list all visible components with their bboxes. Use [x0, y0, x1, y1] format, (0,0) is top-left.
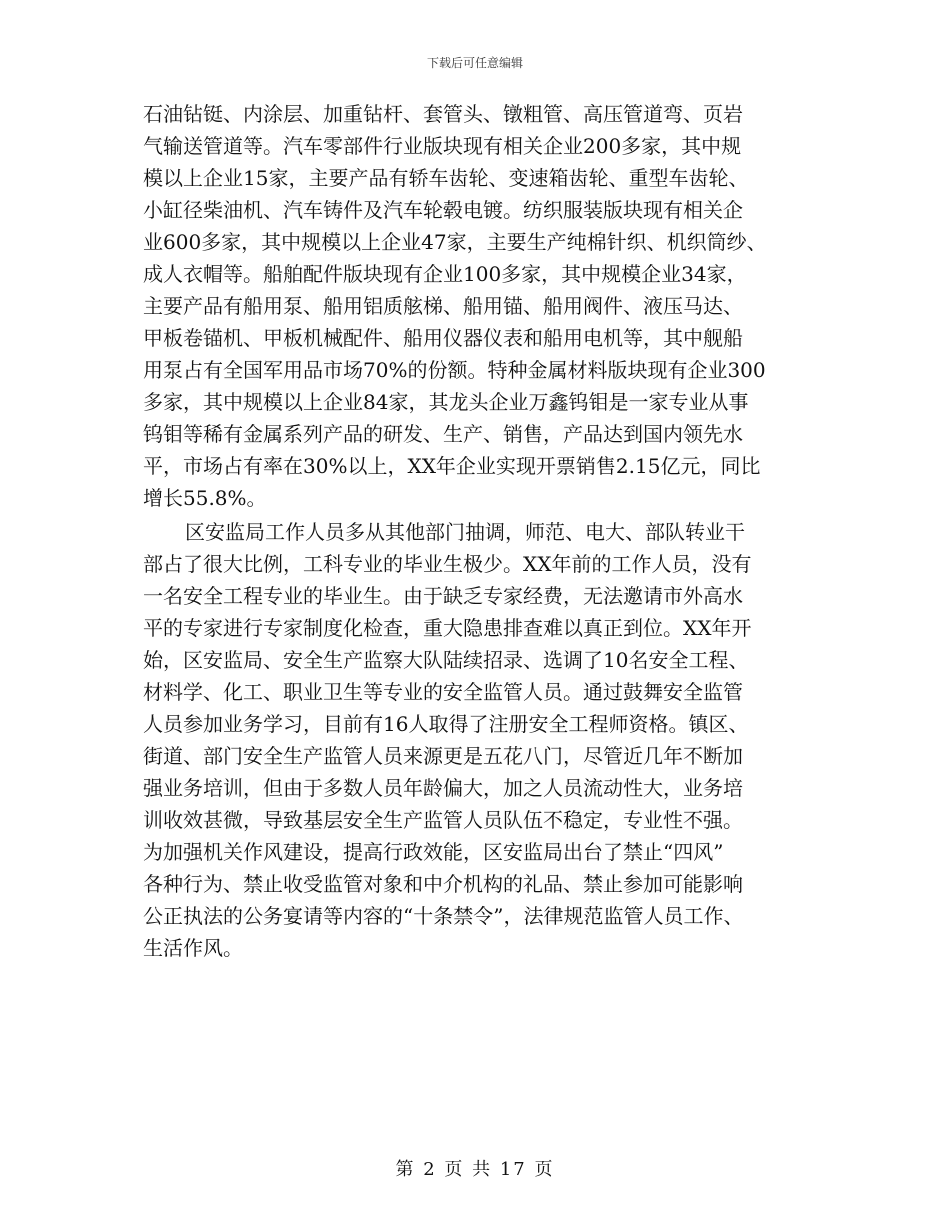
text-line: 训收效甚微，导致基层安全生产监管人员队伍不稳定，专业性不强。	[143, 808, 743, 832]
text-line: 强业务培训，但由于多数人员年龄偏大，加之人员流动性大，业务培	[143, 776, 743, 800]
paragraph-2	[143, 516, 813, 964]
text-line: 公正执法的公务宴请等内容的“十条禁令”，法律规范监管人员工作、	[143, 904, 744, 928]
text-line: 一名安全工程专业的毕业生。由于缺乏专家经费，无法邀请市外高水	[143, 584, 743, 608]
text-line: 业600多家，其中规模以上企业47家，主要生产纯棉针织、机织筒纱、	[143, 230, 767, 254]
text-line: 人员参加业务学习，目前有16人取得了注册安全工程师资格。镇区、	[143, 712, 749, 736]
text-line: 增长55.8%。	[143, 486, 267, 510]
text-line: 部占了很大比例，工科专业的毕业生极少。XX年前的工作人员，没有	[143, 552, 752, 576]
text-line: 区安监局工作人员多从其他部门抽调，师范、电大、部队转业干	[185, 520, 745, 544]
text-line: 为加强机关作风建设，提高行政效能，区安监局出台了禁止“四风”	[143, 840, 724, 864]
text-line: 气输送管道等。汽车零部件行业版块现有相关企业200多家，其中规	[143, 134, 742, 158]
text-line: 平，市场占有率在30%以上，XX年企业实现开票销售2.15亿元，同比	[143, 454, 761, 478]
page-header: 下载后可任意编辑	[426, 56, 523, 70]
text-line: 始，区安监局、安全生产监察大队陆续招录、选调了10名安全工程、	[143, 648, 749, 672]
text-line: 材料学、化工、职业卫生等专业的安全监管人员。通过鼓舞安全监管	[143, 680, 743, 704]
text-line: 街道、部门安全生产监管人员来源更是五花八门，尽管近几年不断加	[143, 744, 743, 768]
document-body	[143, 98, 813, 964]
page-number: 第 2 页 共 17 页	[395, 1159, 555, 1180]
text-line: 多家，其中规模以上企业84家，其龙头企业万鑫钨钼是一家专业从事	[143, 390, 749, 414]
text-line: 钨钼等稀有金属系列产品的研发、生产、销售，产品达到国内领先水	[143, 422, 743, 446]
text-line: 平的专家进行专家制度化检查，重大隐患排查难以真正到位。XX年开	[143, 616, 752, 640]
text-line: 成人衣帽等。船舶配件版块现有企业100多家，其中规模企业34家，	[143, 262, 747, 286]
text-line: 用泵占有全国军用品市场70%的份额。特种金属材料版块现有企业300	[143, 358, 766, 382]
text-line: 石油钻铤、内涂层、加重钻杆、套管头、镦粗管、高压管道弯、页岩	[143, 102, 743, 126]
text-line: 主要产品有船用泵、船用铝质舷梯、船用锚、船用阀件、液压马达、	[143, 294, 743, 318]
paragraph-1	[143, 98, 813, 514]
text-line: 生活作风。	[143, 936, 243, 960]
text-line: 甲板卷锚机、甲板机械配件、船用仪器仪表和船用电机等，其中舰船	[143, 326, 743, 350]
text-line: 各种行为、禁止收受监管对象和中介机构的礼品、禁止参加可能影响	[143, 872, 743, 896]
text-line: 小缸径柴油机、汽车铸件及汽车轮毂电镀。纺织服装版块现有相关企	[143, 198, 743, 222]
text-line: 模以上企业15家，主要产品有轿车齿轮、变速箱齿轮、重型车齿轮、	[143, 166, 749, 190]
